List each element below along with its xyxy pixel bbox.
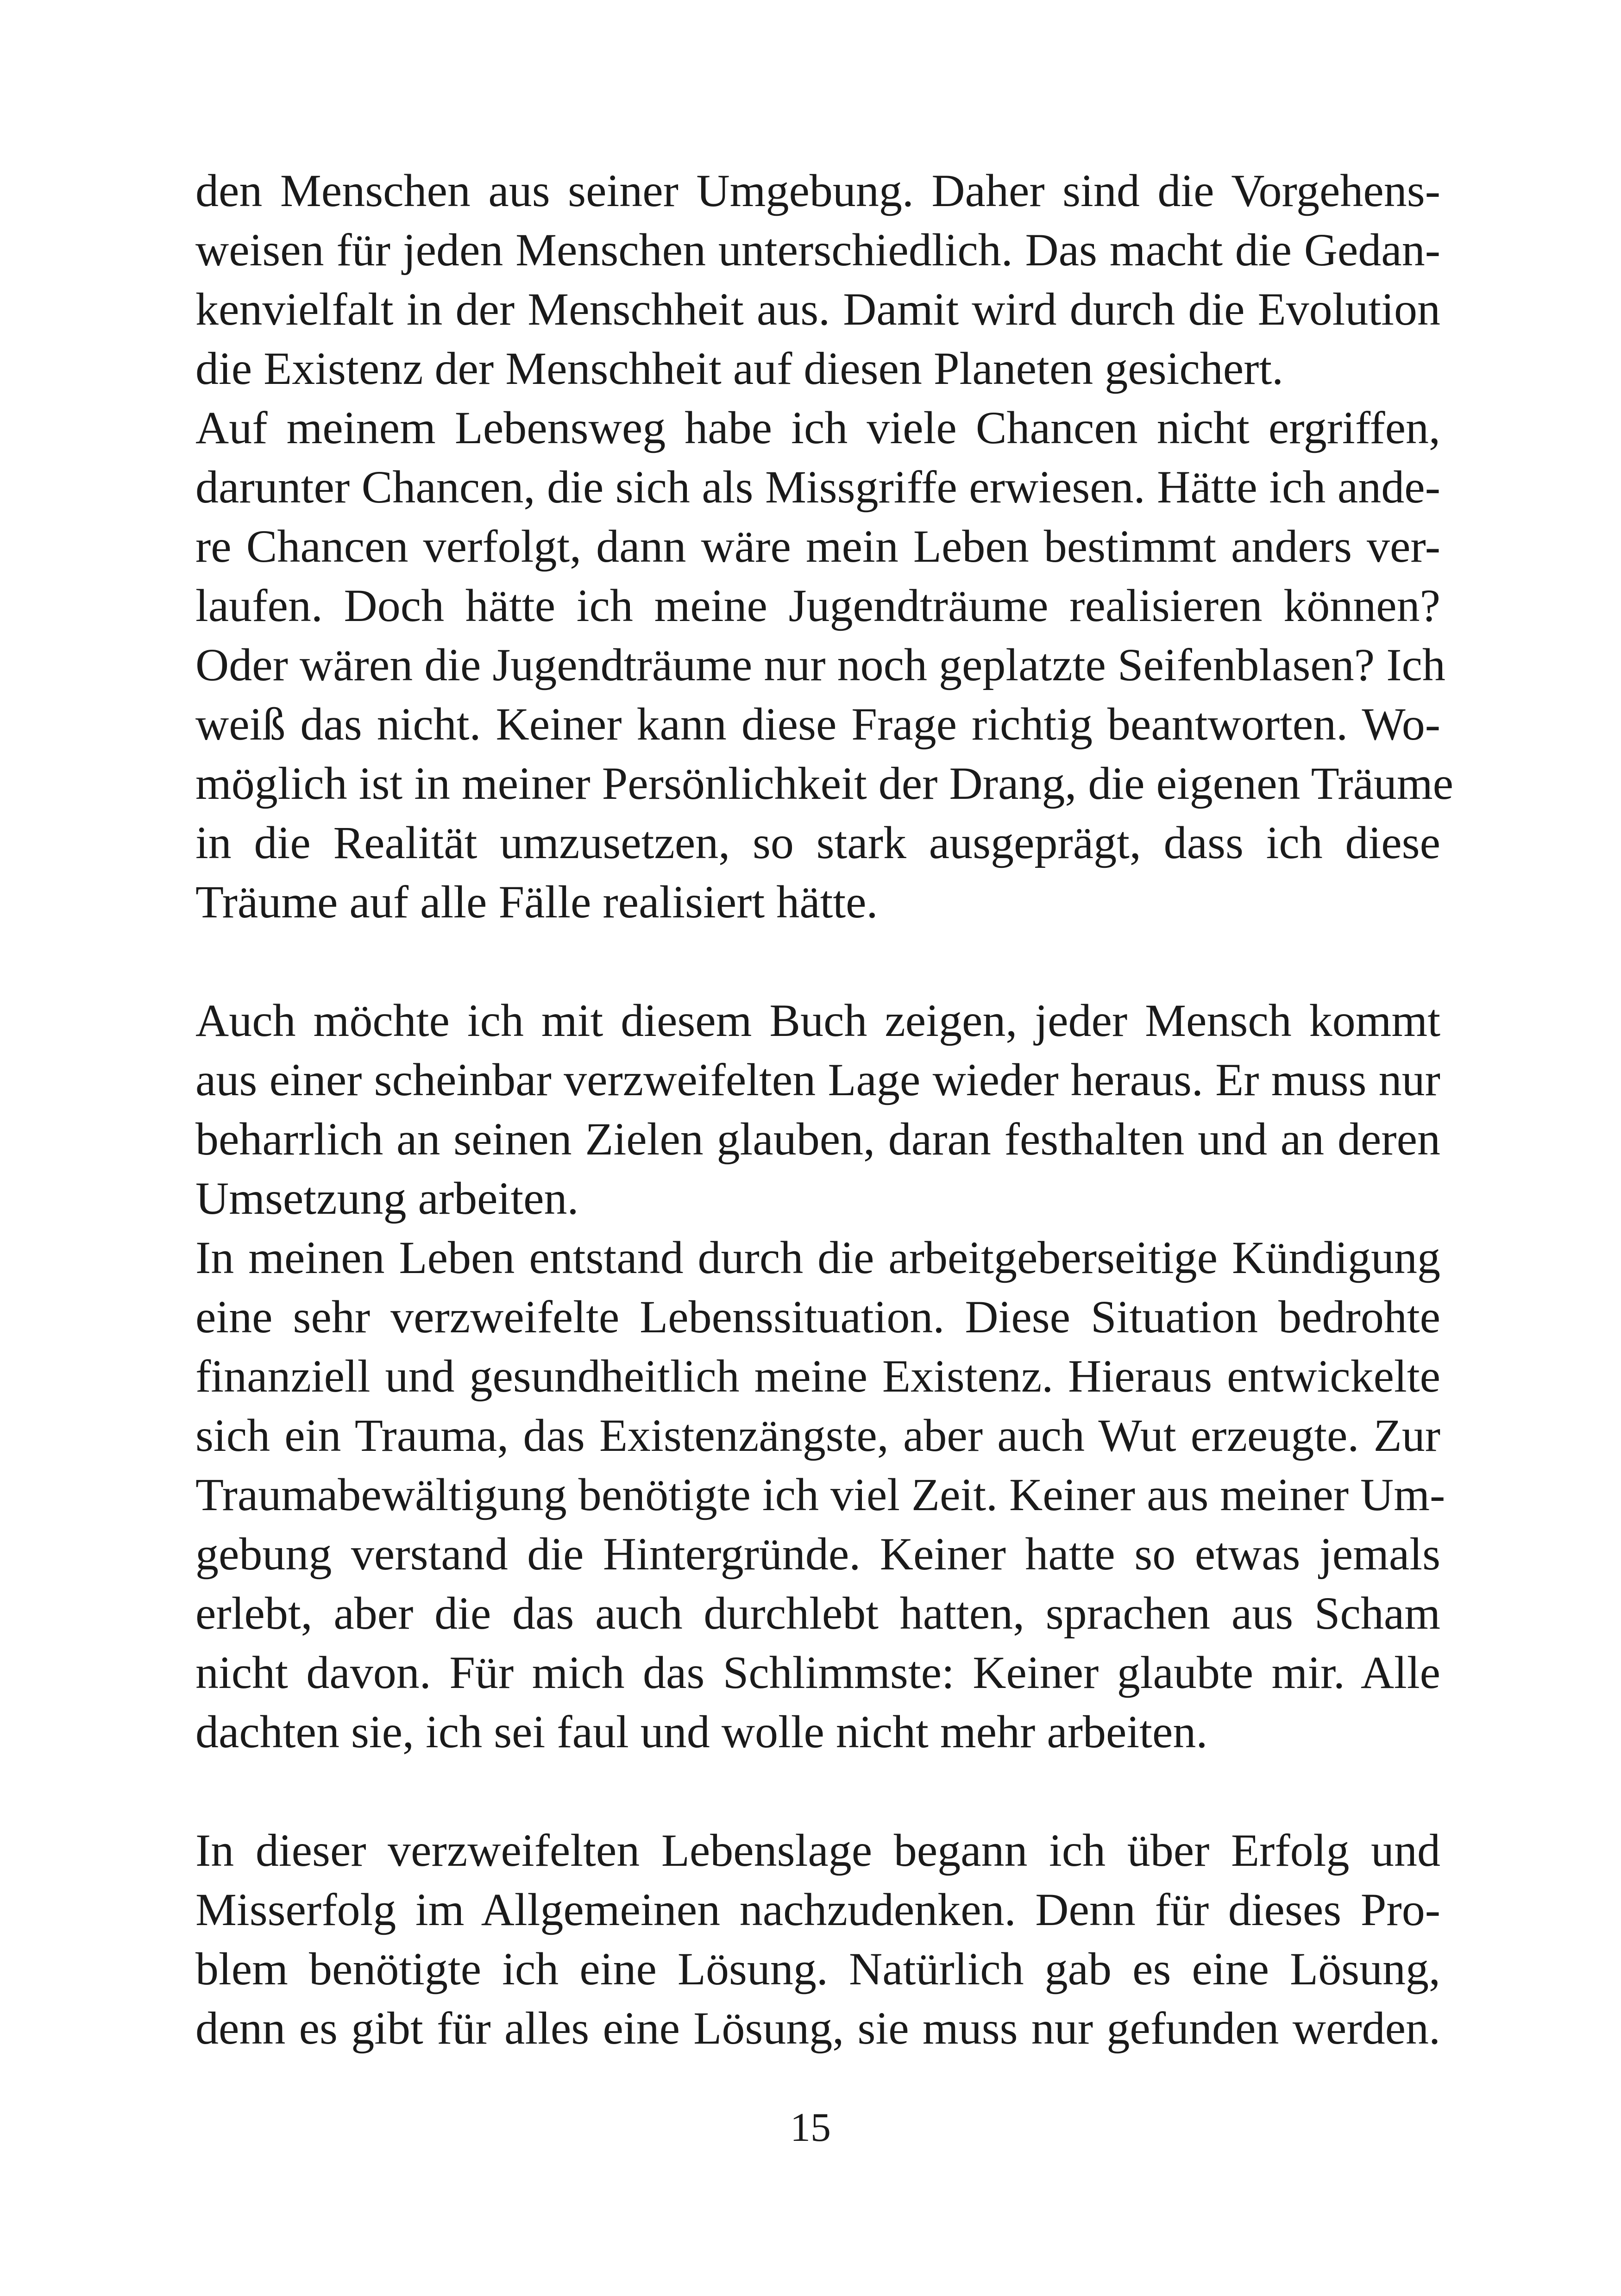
text-line: finanziell und gesundheitlich meine Existenz. Hieraus entwickelte: [195, 1350, 1440, 1402]
paragraph-2: [195, 398, 1454, 932]
text-line: Auf meinem Lebensweg habe ich viele Chancen nicht ergriffen,: [195, 402, 1440, 453]
text-line: Traumabewältigung benötigte ich viel Zeit. Keiner aus meiner Um-: [195, 1469, 1445, 1520]
paragraph-5: [195, 1821, 1440, 2058]
text-line: In dieser verzweifelten Lebenslage begann ich über Erfolg und: [195, 1825, 1440, 1876]
text-line: laufen. Doch hätte ich meine Jugendträume realisieren können?: [195, 580, 1440, 631]
body-text: [195, 161, 1454, 2058]
text-line: in die Realität umzusetzen, so stark ausgeprägt, dass ich diese: [195, 817, 1440, 868]
text-line: In meinen Leben entstand durch die arbeitgeberseitige Kündigung: [195, 1232, 1440, 1283]
page-number: 15: [790, 2105, 831, 2150]
text-line: blem benötigte ich eine Lösung. Natürlich gab es eine Lösung,: [195, 1943, 1440, 1995]
text-line: möglich ist in meiner Persönlichkeit der Drang, die eigenen Träume: [195, 758, 1454, 809]
text-line: re Chancen verfolgt, dann wäre mein Leben bestimmt anders ver-: [195, 521, 1440, 572]
text-line: Träume auf alle Fälle realisiert hätte.: [195, 876, 878, 928]
text-line: nicht davon. Für mich das Schlimmste: Keiner glaubte mir. Alle: [195, 1647, 1440, 1698]
text-line: weiß das nicht. Keiner kann diese Frage richtig beantworten. Wo-: [195, 698, 1440, 750]
text-line: Misserfolg im Allgemeinen nachzudenken. Denn für dieses Pro-: [195, 1884, 1440, 1935]
text-line: darunter Chancen, die sich als Missgriffe erwiesen. Hätte ich ande-: [195, 461, 1440, 513]
text-line: Oder wären die Jugendträume nur noch geplatzte Seifenblasen? Ich: [195, 639, 1445, 690]
text-line: die Existenz der Menschheit auf diesen Planeten gesichert.: [195, 343, 1284, 394]
paragraph-gap: [195, 932, 1440, 991]
text-line: aus einer scheinbar verzweifelten Lage wieder heraus. Er muss nur: [195, 1054, 1440, 1105]
paragraph-1: [195, 161, 1440, 398]
paragraph-3: [195, 991, 1440, 1228]
text-line: Auch möchte ich mit diesem Buch zeigen, jeder Mensch kommt: [195, 995, 1440, 1046]
text-line: dachten sie, ich sei faul und wolle nicht mehr arbeiten.: [195, 1706, 1208, 1757]
text-line: den Menschen aus seiner Umgebung. Daher sind die Vorgehens-: [195, 165, 1440, 216]
paragraph-4: [195, 1228, 1445, 1762]
text-line: Umsetzung arbeiten.: [195, 1173, 579, 1224]
text-line: beharrlich an seinen Zielen glauben, daran festhalten und an deren: [195, 1113, 1440, 1165]
text-line: eine sehr verzweifelte Lebenssituation. Diese Situation bedrohte: [195, 1291, 1440, 1342]
text-line: weisen für jeden Menschen unterschiedlich. Das macht die Gedan-: [195, 224, 1440, 276]
text-line: gebung verstand die Hintergründe. Keiner hatte so etwas jemals: [195, 1528, 1440, 1580]
text-line: sich ein Trauma, das Existenzängste, aber auch Wut erzeugte. Zur: [195, 1410, 1440, 1461]
text-line: denn es gibt für alles eine Lösung, sie muss nur gefunden werden.: [195, 2002, 1440, 2054]
paragraph-gap: [195, 1762, 1440, 1821]
text-line: erlebt, aber die das auch durchlebt hatten, sprachen aus Scham: [195, 1587, 1440, 1639]
text-line: kenvielfalt in der Menschheit aus. Damit wird durch die Evolution: [195, 283, 1440, 335]
